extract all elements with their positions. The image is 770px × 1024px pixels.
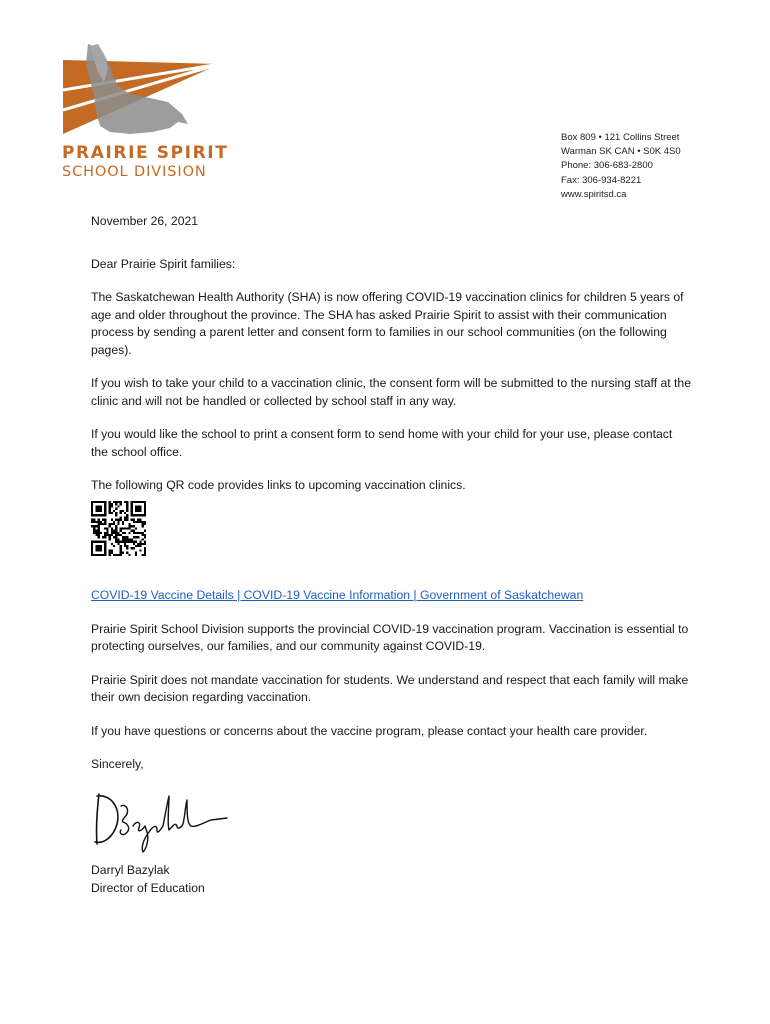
vaccine-info-link[interactable]: COVID-19 Vaccine Details | COVID-19 Vaccine Information | Government of Saskatchewan [91, 588, 584, 602]
signer-name: Darryl Bazylak [91, 863, 170, 877]
organization-name-line2: SCHOOL DIVISION [62, 164, 207, 180]
closing: Sincerely, [91, 757, 144, 771]
paragraph-7: If you have questions or concerns about the vaccine program, please contact your health care provider. [91, 723, 648, 738]
signer-title: Director of Education [91, 881, 205, 895]
paragraph-4: The following QR code provides links to upcoming vaccination clinics. [91, 478, 466, 492]
paragraph-3: If you would like the school to print a consent form to send home with your child for your use, please contact the school office. [91, 427, 673, 459]
address-line1: Box 809 • 121 Collins Street [561, 132, 680, 143]
paragraph-5: Prairie Spirit School Division supports the provincial COVID-19 vaccination program. Vaccination is essential to protecting ourselves, our families, and our community against COVID-19. [91, 621, 689, 653]
paragraph-2: If you wish to take your child to a vaccination clinic, the consent form will be submitted to the nursing staff at the clinic and will not be handled or collected by school staff in any way. [91, 376, 691, 408]
address-block [561, 131, 681, 202]
paragraph-1: The Saskatchewan Health Authority (SHA) is now offering COVID-19 vaccination clinics for children 5 years of age and older throughout the province. The SHA has asked Prairie Spirit to assist with their communication process by sending a parent letter and consent form to families in our school communities (on the following pages). [91, 290, 684, 357]
qr-code[interactable] [91, 501, 146, 556]
address-phone: Phone: 306-683-2800 [561, 160, 653, 172]
letter-date: November 26, 2021 [91, 214, 199, 228]
prairie-spirit-logo [60, 42, 230, 142]
salutation: Dear Prairie Spirit families: [91, 256, 236, 271]
letter-body [91, 213, 691, 897]
address-line2: Warman SK CAN • S0K 4S0 [561, 146, 681, 158]
signer-block [91, 861, 691, 897]
address-website: www.spiritsd.ca [561, 188, 627, 200]
handwritten-signature [91, 786, 231, 856]
paragraph-6: Prairie Spirit does not mandate vaccination for students. We understand and respect that each family will make their own decision regarding vaccination. [91, 672, 689, 704]
organization-name-line1: PRAIRIE SPIRIT [62, 143, 229, 163]
organization-name [62, 143, 228, 181]
address-fax: Fax: 306-934-8221 [561, 174, 642, 186]
